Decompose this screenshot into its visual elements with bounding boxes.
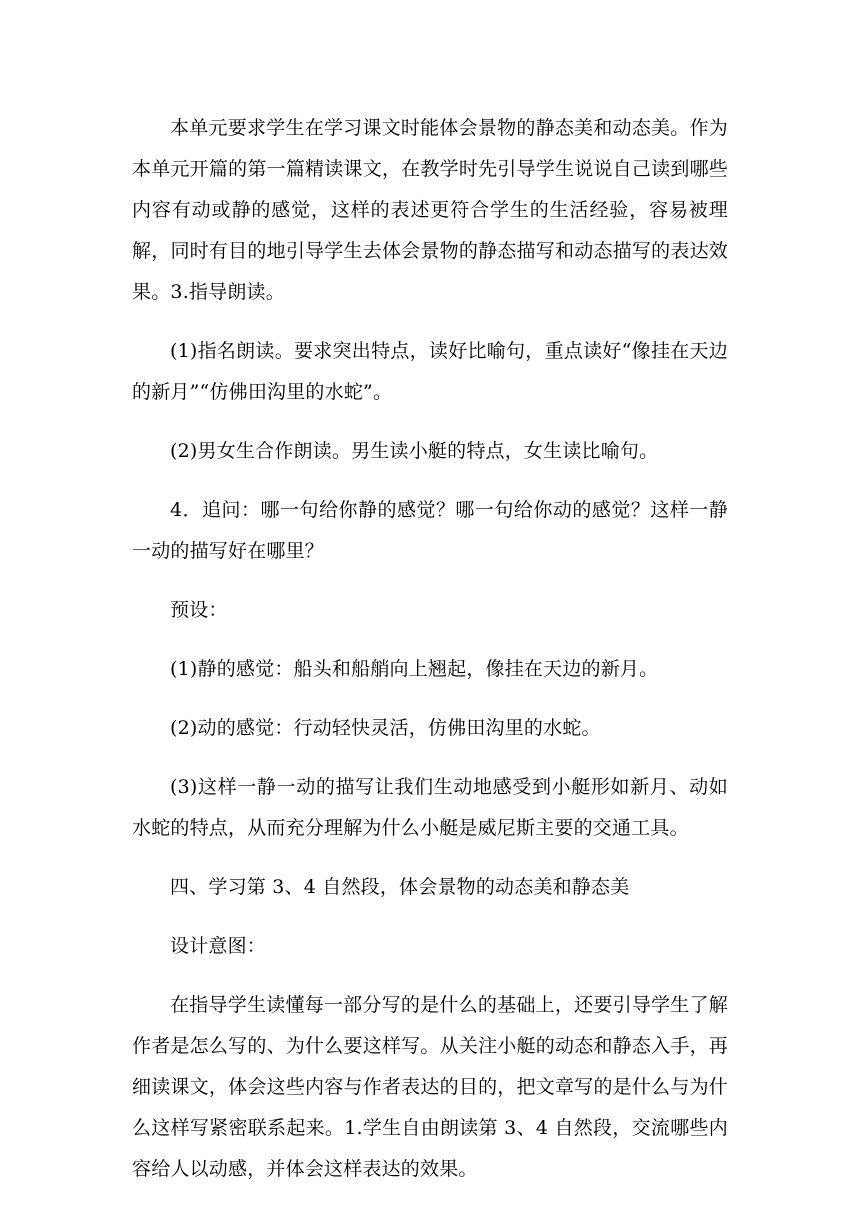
paragraph-design-intent-unit: 本单元要求学生在学习课文时能体会景物的静态美和动态美。作为本单元开篇的第一篇精读课文，在教学时先引导学生说说自己读到哪些内容有动或静的感觉，这样的表述更符合学生的生活经验，容易被理解，同时有目的地引导学生去体会景物的静态描写和动态描写的表达效果。3.指导朗读。 [132,117,728,303]
paragraph-design-intent-label: 设计意图： [170,935,267,957]
paragraph-preset-summary: (3)这样一静一动的描写让我们生动地感受到小艇形如新月、动如水蛇的特点，从而充分理解为什么小艇是威尼斯主要的交通工具。 [132,776,728,839]
paragraph-reading-step-1: (1)指名朗读。要求突出特点，读好比喻句，重点读好“像挂在天边的新月”“仿佛田沟里的水蛇”。 [132,340,728,403]
paragraph-design-intent-body: 在指导学生读懂每一部分写的是什么的基础上，还要引导学生了解作者是怎么写的、为什么要这样写。从关注小艇的动态和静态入手，再细读课文，体会这些内容与作者表达的目的，把文章写的是什么与为什么这样写紧密联系起来。1.学生自由朗读第 3、4 自然段，交流哪些内容给人以动感，并体会这样表达的效果。 [132,994,728,1180]
paragraph-preset-static: (1)静的感觉：船头和船艄向上翘起，像挂在天边的新月。 [170,658,659,680]
document-body [132,108,728,1208]
paragraph-preset-label: 预设： [170,599,228,621]
paragraph-preset-dynamic: (2)动的感觉：行动轻快灵活，仿佛田沟里的水蛇。 [170,717,601,739]
paragraph-question-4: 4．追问：哪一句给你静的感觉？哪一句给你动的感觉？这样一静一动的描写好在哪里？ [132,499,728,562]
paragraph-reading-step-2: (2)男女生合作朗读。男生读小艇的特点，女生读比喻句。 [170,440,659,462]
section-heading-four: 四、学习第 3、4 自然段，体会景物的动态美和静态美 [170,876,630,898]
